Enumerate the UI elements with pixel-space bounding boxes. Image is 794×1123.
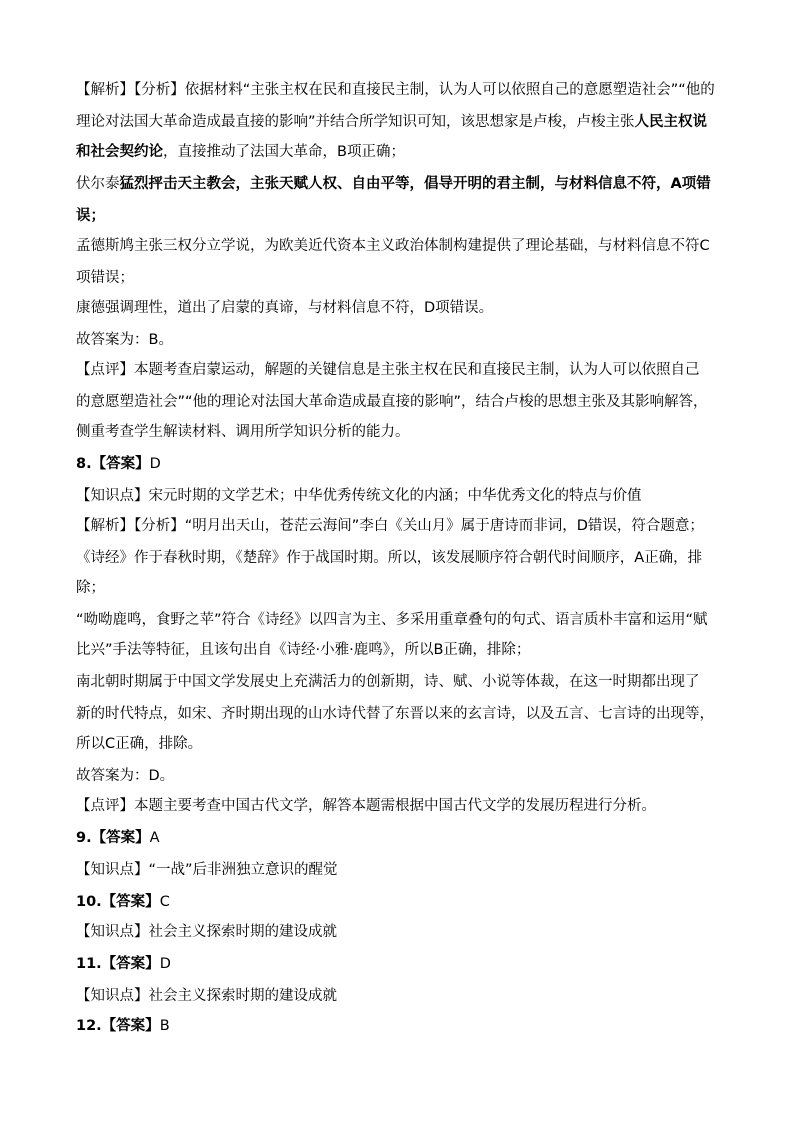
text-segment: 故答案为：D。 [76, 768, 175, 784]
text-line [76, 142, 405, 162]
text-segment: 【知识点】社会主义探索时期的建设成就 [76, 924, 337, 940]
text-segment: 【知识点】宋元时期的文学艺术；中华优秀传统文化的内涵；中华优秀文化的特点与价值 [76, 488, 642, 504]
text-line [76, 330, 173, 350]
bold-text-segment: 猛烈抨击天主教会，主张天赋人权、自由平等，倡导开明的君主制，与材料信息不符，A项错 [119, 176, 711, 192]
text-line [76, 892, 170, 912]
text-line [76, 360, 700, 380]
text-line [76, 734, 202, 754]
text-segment: “呦呦鹿鸣，食野之苹”符合《诗经》以四言为主、多采用重章叠句的句式、语言质朴丰富和运用“赋 [76, 612, 708, 628]
text-segment: ，直接推动了法国大革命，B项正确； [163, 144, 405, 160]
text-line [76, 516, 704, 536]
text-line [76, 640, 530, 660]
bold-text-segment: 误； [76, 208, 105, 224]
bold-text-segment: 10.【答案】 [76, 894, 160, 910]
text-line [76, 392, 708, 412]
text-line [76, 986, 337, 1006]
text-segment: 【点评】本题主要考查中国古代文学，解答本题需根据中国古代文学的发展历程进行分析。 [76, 798, 656, 814]
text-line [76, 610, 708, 630]
text-segment: 理论对法国大革命造成最直接的影响”并结合所学知识可知，该思想家是卢梭，卢梭主张 [76, 114, 635, 130]
text-segment: C [159, 894, 170, 910]
text-segment: B [159, 1018, 170, 1034]
text-line [76, 766, 174, 786]
text-line [76, 548, 702, 568]
text-line [76, 268, 134, 288]
text-segment: 项错误； [76, 270, 134, 286]
text-segment: 【点评】本题考查启蒙运动，解题的关键信息是主张主权在民和直接民主制，认为人可以依照自己 [76, 362, 700, 378]
text-segment: 新的时代特点，如宋、齐时期出现的山水诗代替了东晋以来的玄言诗，以及五言、七言诗的出现等， [76, 706, 714, 722]
text-segment: A [149, 830, 160, 846]
bold-text-segment: 8.【答案】 [76, 456, 150, 472]
bold-text-segment: 12.【答案】 [76, 1018, 160, 1034]
text-segment: 的意愿塑造社会”“他的理论对法国大革命造成最直接的影响”，结合卢梭的思想主张及其影响解答， [76, 394, 708, 410]
text-line [76, 80, 715, 100]
text-line [76, 796, 656, 816]
text-line [76, 422, 410, 442]
text-segment: 故答案为：B。 [76, 332, 173, 348]
text-segment: 【知识点】社会主义探索时期的建设成就 [76, 988, 337, 1004]
text-segment: 侧重考查学生解读材料、调用所学知识分析的能力。 [76, 424, 410, 440]
text-line [76, 236, 710, 256]
text-segment: 比兴”手法等特征，且该句出自《诗经·小雅·鹿鸣》，所以B正确，排除； [76, 642, 531, 658]
bold-text-segment: 人民主权说 [634, 114, 708, 130]
text-line [76, 922, 337, 942]
text-segment: 孟德斯鸠主张三权分立学说，为欧美近代资本主义政治体制构建提供了理论基础，与材料信息不符C [76, 238, 710, 254]
bold-text-segment: 和社会契约论 [76, 144, 163, 160]
text-segment: 所以C正确，排除。 [76, 736, 203, 752]
text-segment: D [159, 956, 171, 972]
text-line [76, 672, 700, 692]
text-segment: 南北朝时期属于中国文学发展史上充满活力的创新期，诗、赋、小说等体裁，在这一时期都出现了 [76, 674, 700, 690]
text-line [76, 454, 161, 474]
text-segment: 除； [76, 580, 105, 596]
bold-text-segment: 9.【答案】 [76, 830, 150, 846]
text-line [76, 206, 105, 226]
text-segment: 【知识点】“一战”后非洲独立意识的醒觉 [76, 862, 338, 878]
text-segment: D [149, 456, 161, 472]
text-line [76, 298, 493, 318]
bold-text-segment: 11.【答案】 [76, 956, 160, 972]
text-segment: 伏尔泰 [76, 176, 120, 192]
text-line [76, 578, 105, 598]
text-line [76, 1016, 170, 1036]
text-segment: 【解析】【分析】依据材料“主张主权在民和直接民主制，认为人可以依照自己的意愿塑造社会”“他的 [76, 82, 715, 98]
text-line [76, 174, 711, 194]
text-line [76, 828, 160, 848]
text-line [76, 954, 171, 974]
text-line [76, 704, 714, 724]
text-line [76, 112, 707, 132]
text-segment: 【解析】【分析】“明月出天山，苍茫云海间”李白《关山月》属于唐诗而非词，D错误，符合题意； [76, 518, 704, 534]
text-segment: 《诗经》作于春秋时期，《楚辞》作于战国时期。所以，该发展顺序符合朝代时间顺序，A正确，排 [76, 550, 703, 566]
text-line [76, 486, 642, 506]
text-line [76, 860, 338, 880]
text-segment: 康德强调理性，道出了启蒙的真谛，与材料信息不符，D项错误。 [76, 300, 494, 316]
